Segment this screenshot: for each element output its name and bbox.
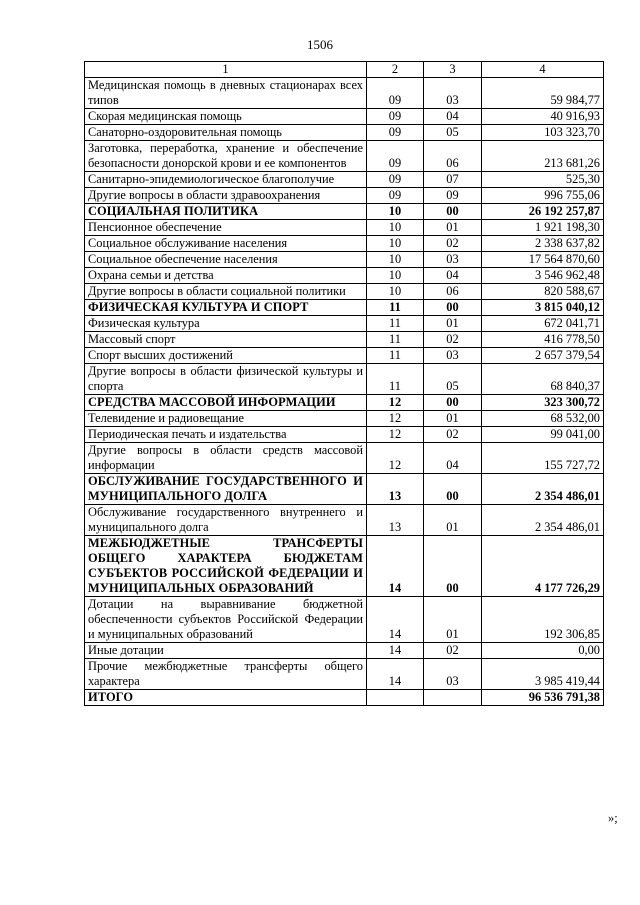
- cell-name: Охрана семьи и детства: [85, 268, 367, 284]
- cell-name: Медицинская помощь в дневных стационарах всех типов: [85, 78, 367, 109]
- table-row: [85, 125, 604, 141]
- cell-amount: 672 041,71: [482, 316, 604, 332]
- header-cell-name: 1: [85, 62, 367, 78]
- cell-amount: 213 681,26: [482, 141, 604, 172]
- table-row: [85, 284, 604, 300]
- cell-amount: 59 984,77: [482, 78, 604, 109]
- cell-amount: 820 588,67: [482, 284, 604, 300]
- cell-amount: 103 323,70: [482, 125, 604, 141]
- cell-subsection: 01: [424, 411, 482, 427]
- budget-table: [84, 61, 604, 706]
- cell-amount: 323 300,72: [482, 395, 604, 411]
- table-row: [85, 348, 604, 364]
- cell-section: 10: [367, 268, 424, 284]
- table-row-total: [85, 536, 604, 597]
- cell-section: 13: [367, 474, 424, 505]
- cell-amount: 2 657 379,54: [482, 348, 604, 364]
- cell-name: Обслуживание государственного внутреннего и муниципального долга: [85, 505, 367, 536]
- cell-name: ФИЗИЧЕСКАЯ КУЛЬТУРА И СПОРТ: [85, 300, 367, 316]
- cell-name: Заготовка, переработка, хранение и обеспечение безопасности донорской крови и ее компонентов: [85, 141, 367, 172]
- cell-section: 12: [367, 395, 424, 411]
- cell-subsection: 04: [424, 268, 482, 284]
- page-number: 1506: [307, 37, 333, 52]
- cell-section: 14: [367, 659, 424, 690]
- cell-amount: 525,30: [482, 172, 604, 188]
- table-row: [85, 172, 604, 188]
- cell-section: 12: [367, 443, 424, 474]
- header-cell-subsection: 3: [424, 62, 482, 78]
- cell-section: 10: [367, 220, 424, 236]
- cell-section: 14: [367, 597, 424, 643]
- cell-amount: 3 546 962,48: [482, 268, 604, 284]
- cell-section: 11: [367, 316, 424, 332]
- cell-amount: 1 921 198,30: [482, 220, 604, 236]
- table-row: [85, 332, 604, 348]
- table-row: [85, 188, 604, 204]
- cell-subsection: 00: [424, 204, 482, 220]
- table-row: [85, 220, 604, 236]
- cell-subsection: 03: [424, 348, 482, 364]
- table-row: [85, 597, 604, 643]
- cell-name: СРЕДСТВА МАССОВОЙ ИНФОРМАЦИИ: [85, 395, 367, 411]
- cell-name: Физическая культура: [85, 316, 367, 332]
- table-row: [85, 443, 604, 474]
- cell-section: 10: [367, 236, 424, 252]
- cell-subsection: 04: [424, 443, 482, 474]
- cell-amount: 416 778,50: [482, 332, 604, 348]
- cell-name: Другие вопросы в области здравоохранения: [85, 188, 367, 204]
- cell-amount: 0,00: [482, 643, 604, 659]
- cell-section: 12: [367, 427, 424, 443]
- table-row: [85, 411, 604, 427]
- cell-amount: 3 815 040,12: [482, 300, 604, 316]
- cell-subsection: 01: [424, 597, 482, 643]
- cell-subsection: 01: [424, 505, 482, 536]
- cell-name: Спорт высших достижений: [85, 348, 367, 364]
- cell-amount: 4 177 726,29: [482, 536, 604, 597]
- cell-section: 14: [367, 536, 424, 597]
- cell-name: Прочие межбюджетные трансферты общего характера: [85, 659, 367, 690]
- table-row: [85, 109, 604, 125]
- cell-name: Иные дотации: [85, 643, 367, 659]
- table-row: [85, 505, 604, 536]
- cell-name: Социальное обеспечение населения: [85, 252, 367, 268]
- cell-amount: 26 192 257,87: [482, 204, 604, 220]
- cell-subsection: 06: [424, 141, 482, 172]
- cell-subsection: 00: [424, 300, 482, 316]
- table-row: [85, 78, 604, 109]
- cell-name: Массовый спорт: [85, 332, 367, 348]
- cell-subsection: 03: [424, 78, 482, 109]
- cell-section: 09: [367, 188, 424, 204]
- cell-subsection: 09: [424, 188, 482, 204]
- cell-section: 10: [367, 204, 424, 220]
- cell-section: 10: [367, 252, 424, 268]
- cell-name: Санаторно-оздоровительная помощь: [85, 125, 367, 141]
- cell-name: Периодическая печать и издательства: [85, 427, 367, 443]
- table-row: [85, 364, 604, 395]
- cell-amount: 155 727,72: [482, 443, 604, 474]
- table-row: [85, 268, 604, 284]
- table-row-total: [85, 690, 604, 706]
- cell-amount: 68 840,37: [482, 364, 604, 395]
- cell-section: 09: [367, 125, 424, 141]
- cell-subsection: 01: [424, 316, 482, 332]
- table-row-total: [85, 300, 604, 316]
- cell-section: 11: [367, 364, 424, 395]
- cell-name: Другие вопросы в области средств массовой информации: [85, 443, 367, 474]
- table-row: [85, 659, 604, 690]
- cell-subsection: 00: [424, 474, 482, 505]
- cell-subsection: 04: [424, 109, 482, 125]
- cell-name: Другие вопросы в области физической культуры и спорта: [85, 364, 367, 395]
- cell-section: [367, 690, 424, 706]
- cell-name: Социальное обслуживание населения: [85, 236, 367, 252]
- cell-name: ОБСЛУЖИВАНИЕ ГОСУДАРСТВЕННОГО И МУНИЦИПАЛЬНОГО ДОЛГА: [85, 474, 367, 505]
- cell-amount: 68 532,00: [482, 411, 604, 427]
- table-row: [85, 316, 604, 332]
- cell-section: 09: [367, 78, 424, 109]
- cell-section: 09: [367, 109, 424, 125]
- cell-amount: 2 354 486,01: [482, 474, 604, 505]
- budget-table-body: [85, 62, 604, 706]
- cell-section: 14: [367, 643, 424, 659]
- header-cell-section: 2: [367, 62, 424, 78]
- closing-mark: »;: [608, 811, 618, 825]
- cell-section: 09: [367, 172, 424, 188]
- table-row-total: [85, 395, 604, 411]
- cell-subsection: 05: [424, 125, 482, 141]
- cell-section: 11: [367, 348, 424, 364]
- table-row: [85, 643, 604, 659]
- cell-amount: 996 755,06: [482, 188, 604, 204]
- cell-amount: 99 041,00: [482, 427, 604, 443]
- cell-name: Другие вопросы в области социальной политики: [85, 284, 367, 300]
- cell-subsection: 03: [424, 659, 482, 690]
- table-row: [85, 141, 604, 172]
- cell-section: 09: [367, 141, 424, 172]
- cell-amount: 17 564 870,60: [482, 252, 604, 268]
- cell-name: Скорая медицинская помощь: [85, 109, 367, 125]
- cell-subsection: 02: [424, 236, 482, 252]
- cell-amount: 2 354 486,01: [482, 505, 604, 536]
- cell-amount: 2 338 637,82: [482, 236, 604, 252]
- cell-subsection: [424, 690, 482, 706]
- cell-name: Дотации на выравнивание бюджетной обеспеченности субъектов Российской Федерации и муниципальных образований: [85, 597, 367, 643]
- cell-subsection: 00: [424, 536, 482, 597]
- header-cell-amount: 4: [482, 62, 604, 78]
- table-row: [85, 252, 604, 268]
- table-row: [85, 427, 604, 443]
- cell-section: 11: [367, 332, 424, 348]
- cell-name: СОЦИАЛЬНАЯ ПОЛИТИКА: [85, 204, 367, 220]
- cell-subsection: 02: [424, 332, 482, 348]
- cell-subsection: 01: [424, 220, 482, 236]
- cell-amount: 192 306,85: [482, 597, 604, 643]
- cell-subsection: 02: [424, 643, 482, 659]
- cell-subsection: 02: [424, 427, 482, 443]
- cell-subsection: 03: [424, 252, 482, 268]
- cell-section: 11: [367, 300, 424, 316]
- cell-subsection: 00: [424, 395, 482, 411]
- cell-name: ИТОГО: [85, 690, 367, 706]
- cell-subsection: 07: [424, 172, 482, 188]
- cell-amount: 40 916,93: [482, 109, 604, 125]
- cell-subsection: 05: [424, 364, 482, 395]
- cell-subsection: 06: [424, 284, 482, 300]
- cell-amount: 3 985 419,44: [482, 659, 604, 690]
- cell-name: МЕЖБЮДЖЕТНЫЕ ТРАНСФЕРТЫ ОБЩЕГО ХАРАКТЕРА БЮДЖЕТАМ СУБЪЕКТОВ РОССИЙСКОЙ ФЕДЕРАЦИИ И МУНИЦИПАЛЬНЫХ ОБРАЗОВАНИЙ: [85, 536, 367, 597]
- cell-amount: 96 536 791,38: [482, 690, 604, 706]
- header-row: [85, 62, 604, 78]
- cell-name: Пенсионное обеспечение: [85, 220, 367, 236]
- cell-name: Санитарно-эпидемиологическое благополучие: [85, 172, 367, 188]
- cell-section: 12: [367, 411, 424, 427]
- table-row: [85, 236, 604, 252]
- cell-section: 10: [367, 284, 424, 300]
- table-row-total: [85, 474, 604, 505]
- table-row-total: [85, 204, 604, 220]
- cell-section: 13: [367, 505, 424, 536]
- cell-name: Телевидение и радиовещание: [85, 411, 367, 427]
